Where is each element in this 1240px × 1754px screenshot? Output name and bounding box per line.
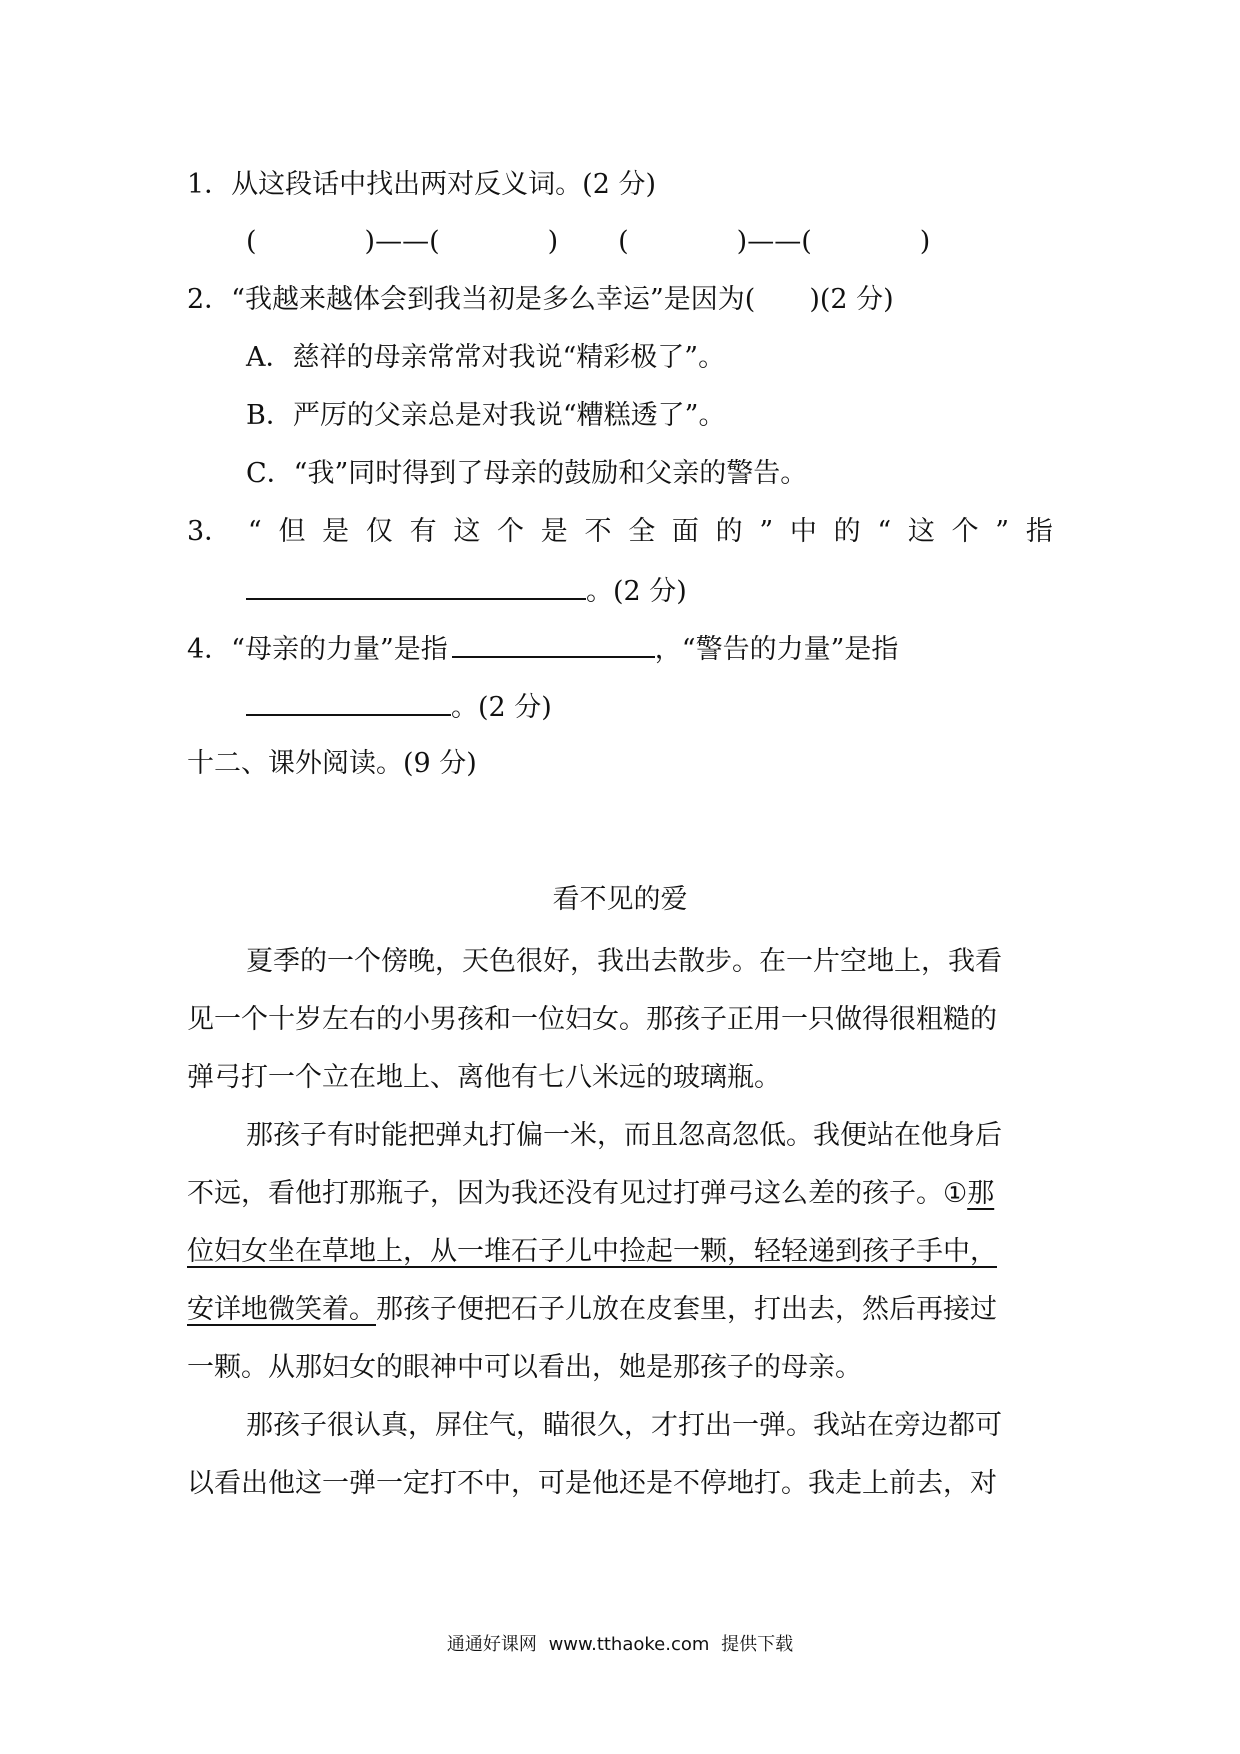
question-3-char: 指	[1025, 516, 1053, 547]
passage-p2-line-2	[187, 1174, 994, 1214]
question-3-char: ”	[759, 516, 774, 547]
question-4	[187, 628, 1053, 668]
question-3-char: 仅	[365, 516, 393, 547]
antonym-pair-1-blanks: ( )——( )	[246, 226, 559, 257]
passage-p1-line-3: 弹弓打一个立在地上、离他有七八米远的玻璃瓶。	[187, 1062, 781, 1093]
question-3-char: “	[877, 516, 892, 547]
answer-blank	[452, 628, 655, 658]
question-2: 2．“我越来越体会到我当初是多么幸运”是因为( )(2 分)	[187, 284, 894, 315]
page-footer: 通通好课网 www.tthaoke.com 提供下载	[446, 1634, 794, 1655]
question-3-char: 个	[497, 516, 525, 547]
question-3-points: 。(2 分)	[586, 576, 687, 607]
passage-p1-line-1: 夏季的一个傍晚，天色很好，我出去散步。在一片空地上，我看	[246, 946, 1002, 977]
question-4-points: 。(2 分)	[451, 692, 552, 723]
question-3-char: 这	[453, 516, 481, 547]
underlined-sentence-middle: 位妇女坐在草地上，从一堆石子儿中捡起一颗，轻轻递到孩子手中，	[187, 1236, 997, 1267]
passage-p2-line-4-text: 那孩子便把石子儿放在皮套里，打出去，然后再接过	[376, 1294, 997, 1325]
question-3-char: ”	[995, 516, 1010, 547]
question-3-char: 但	[278, 516, 306, 547]
question-2-option-a: A．慈祥的母亲常常对我说“精彩极了”。	[246, 342, 726, 373]
question-2-option-b: B．严厉的父亲总是对我说“糟糕透了”。	[246, 400, 726, 431]
question-3-char: 的	[833, 516, 861, 547]
passage-p2-line-1: 那孩子有时能把弹丸打偏一米，而且忽高忽低。我便站在他身后	[246, 1120, 1002, 1151]
answer-blank	[246, 570, 586, 600]
question-3-char: 面	[671, 516, 699, 547]
question-3-char: “	[247, 516, 262, 547]
passage-p1-line-2: 见一个十岁左右的小男孩和一位妇女。那孩子正用一只做得很粗糙的	[187, 1004, 997, 1035]
question-4-answer-line	[246, 686, 552, 726]
question-1: 1．从这段话中找出两对反义词。(2 分)	[187, 169, 657, 200]
question-3-char: 是	[540, 516, 568, 547]
question-3-char: 不	[584, 516, 612, 547]
underlined-sentence-start: 那	[967, 1178, 995, 1209]
passage-p3-line-1: 那孩子很认真，屏住气，瞄很久，才打出一弹。我站在旁边都可	[246, 1410, 1002, 1441]
underlined-sentence-end: 安详地微笑着。	[187, 1294, 376, 1325]
question-1-answer-blanks	[246, 222, 930, 262]
question-3-char: 个	[951, 516, 979, 547]
question-3-char: 的	[715, 516, 743, 547]
question-3-char: 有	[409, 516, 437, 547]
question-3-char: 这	[907, 516, 935, 547]
antonym-pair-2-blanks: ( )——( )	[618, 226, 931, 257]
passage-p3-line-2: 以看出他这一弹一定打不中，可是他还是不停地打。我走上前去，对	[187, 1468, 997, 1499]
passage-title: 看不见的爱	[552, 884, 688, 915]
passage-p2-line-3	[187, 1232, 997, 1272]
question-3	[187, 512, 1053, 552]
answer-blank	[246, 686, 451, 716]
question-2-option-c: C．“我”同时得到了母亲的鼓励和父亲的警告。	[246, 458, 808, 489]
question-3-char: 3．	[187, 516, 232, 547]
passage-p2-line-4	[187, 1290, 997, 1330]
question-3-char: 全	[628, 516, 656, 547]
question-4-part-1: 4．“母亲的力量”是指	[187, 634, 448, 665]
passage-p2-line-2-text: 不远，看他打那瓶子，因为我还没有见过打弹弓这么差的孩子。①	[187, 1178, 968, 1209]
question-3-answer-line	[246, 570, 687, 610]
question-3-char: 是	[322, 516, 350, 547]
question-3-char: 中	[789, 516, 817, 547]
section-12-heading: 十二、课外阅读。(9 分)	[187, 748, 477, 779]
question-4-part-2: ，“警告的力量”是指	[654, 634, 899, 665]
passage-p2-line-5: 一颗。从那妇女的眼神中可以看出，她是那孩子的母亲。	[187, 1352, 862, 1383]
